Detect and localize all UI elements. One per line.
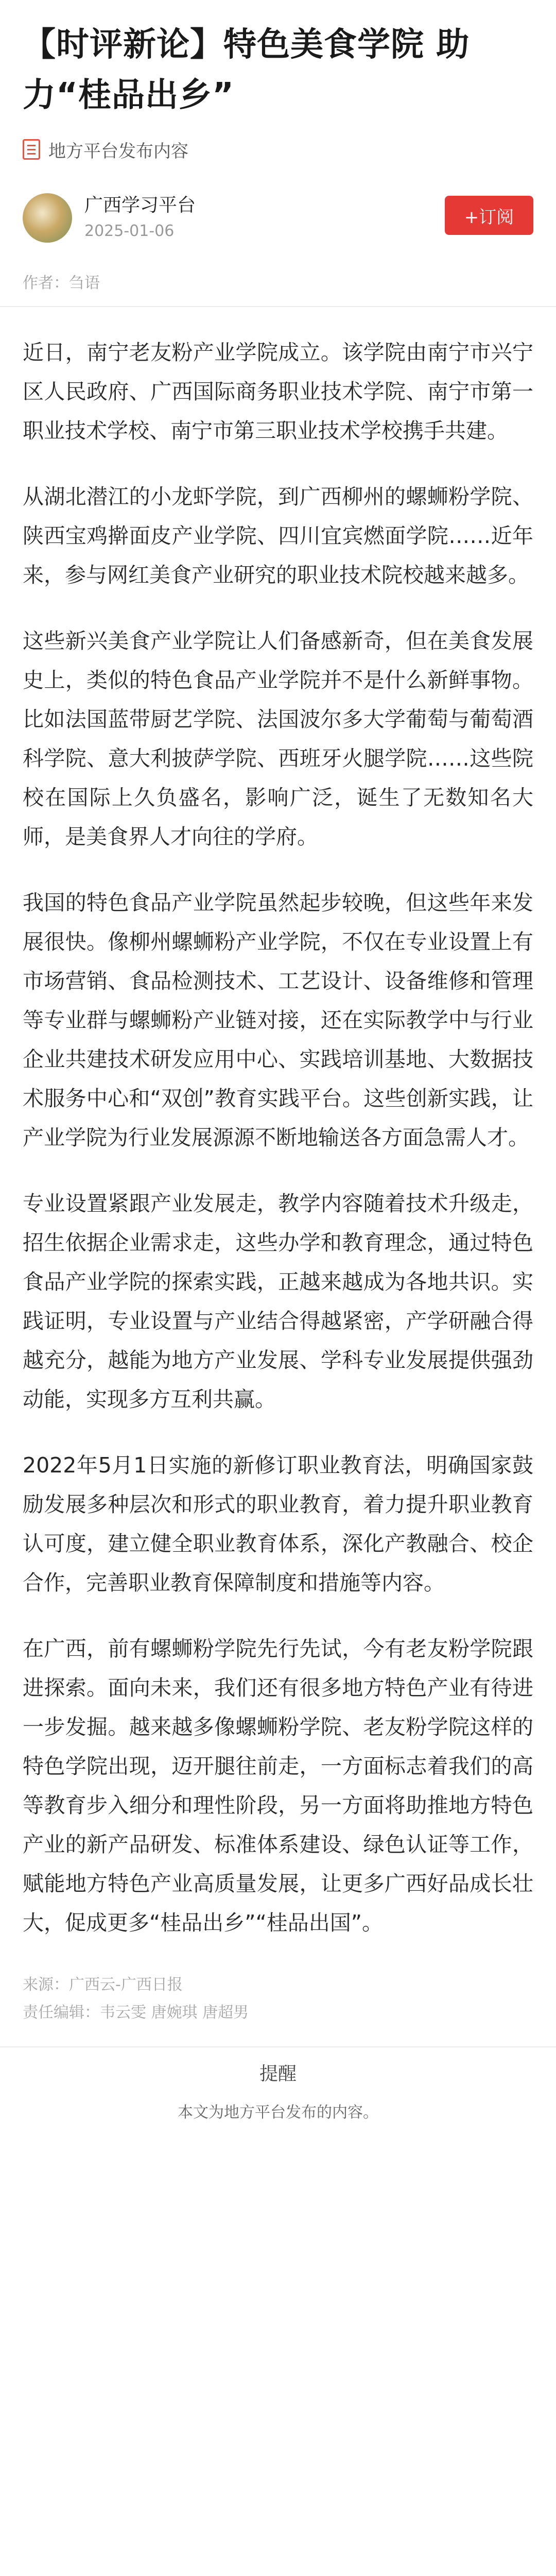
article-body: [0, 333, 556, 1942]
author-name[interactable]: 广西学习平台: [84, 195, 196, 216]
article-paragraph: 我国的特色食品产业学院虽然起步较晚，但这些年来发展很快。像柳州螺蛳粉产业学院，不仅在专业设置上有市场营销、食品检测技术、工艺设计、设备维修和管理等专业群与螺蛳粉产业链对接，还在实际教学中与行业企业共建技术研发应用中心、实践培训基地、大数据技术服务中心和“双创”教育实践平台。这些创新实践，让产业学院为行业发展源源不断地输送各方面急需人才。: [23, 890, 533, 1150]
publish-date: 2025-01-06: [84, 222, 175, 240]
article-paragraph: 近日，南宁老友粉产业学院成立。该学院由南宁市兴宁区人民政府、广西国际商务职业技术学院、南宁市第一职业技术学校、南宁市第三职业技术学校携手共建。: [23, 340, 533, 443]
source-tag: [23, 134, 533, 165]
article-paragraph: 从湖北潜江的小龙虾学院，到广西柳州的螺蛳粉学院、陕西宝鸡擀面皮产业学院、四川宜宾燃面学院……近年来，参与网红美食产业研究的职业技术院校越来越多。: [23, 484, 533, 587]
article-footer: [23, 1971, 533, 2027]
byline: 作者：刍语: [23, 274, 100, 292]
article-paragraph: 这些新兴美食产业学院让人们备感新奇，但在美食发展史上，类似的特色食品产业学院并不是什么新鲜事物。比如法国蓝带厨艺学院、法国波尔多大学葡萄与葡萄酒科学院、意大利披萨学院、西班牙火腿学院……这些院校在国际上久负盛名，影响广泛，诞生了无数知名大师，是美食界人才向往的学府。: [23, 629, 533, 849]
author-row: [23, 190, 533, 246]
editor-line: 责任编辑：韦云雯 唐婉琪 唐超男: [23, 2004, 249, 2022]
subscribe-button[interactable]: +订阅: [445, 196, 533, 235]
source-line: 来源：广西云-广西日报: [23, 1976, 183, 1994]
author-meta: [84, 193, 196, 243]
article-paragraph: 2022年5月1日实施的新修订职业教育法，明确国家鼓励发展多种层次和形式的职业教育，着力提升职业教育认可度，建立健全职业教育体系，深化产教融合、校企合作，完善职业教育保障制度和措施等内容。: [23, 1453, 533, 1595]
notice-text: 本文为地方平台发布的内容。: [178, 2104, 378, 2122]
document-tag-icon: [23, 139, 40, 160]
article-paragraph: 专业设置紧跟产业发展走，教学内容随着技术升级走，招生依据企业需求走，这些办学和教育理念，通过特色食品产业学院的探索实践，正越来越成为各地共识。实践证明，专业设置与产业结合得越紧密，产学研融合得越充分，越能为地方产业发展、学科专业发展提供强劲动能，实现多方互利共赢。: [23, 1191, 533, 1412]
author-avatar[interactable]: [23, 193, 72, 243]
divider: [0, 306, 556, 307]
source-tag-label: 地方平台发布内容: [48, 141, 188, 162]
article-title: 【时评新论】特色美食学院 助力“桂品出乡”: [23, 26, 470, 114]
notice-title: 提醒: [259, 2063, 297, 2084]
article-paragraph: 在广西，前有螺蛳粉学院先行先试，今有老友粉学院跟进探索。面向未来，我们还有很多地方特色产业有待进一步发掘。越来越多像螺蛳粉学院、老友粉学院这样的特色学院出现，迈开腿往前走，一方面标志着我们的高等教育步入细分和理性阶段，另一方面将助推地方特色产业的新产品研发、标准体系建设、绿色认证等工作，赋能地方特色产业高质量发展，让更多广西好品成长壮大，促成更多“桂品出乡”“桂品出国”。: [23, 1636, 533, 1935]
notice-box: [0, 2046, 556, 2126]
